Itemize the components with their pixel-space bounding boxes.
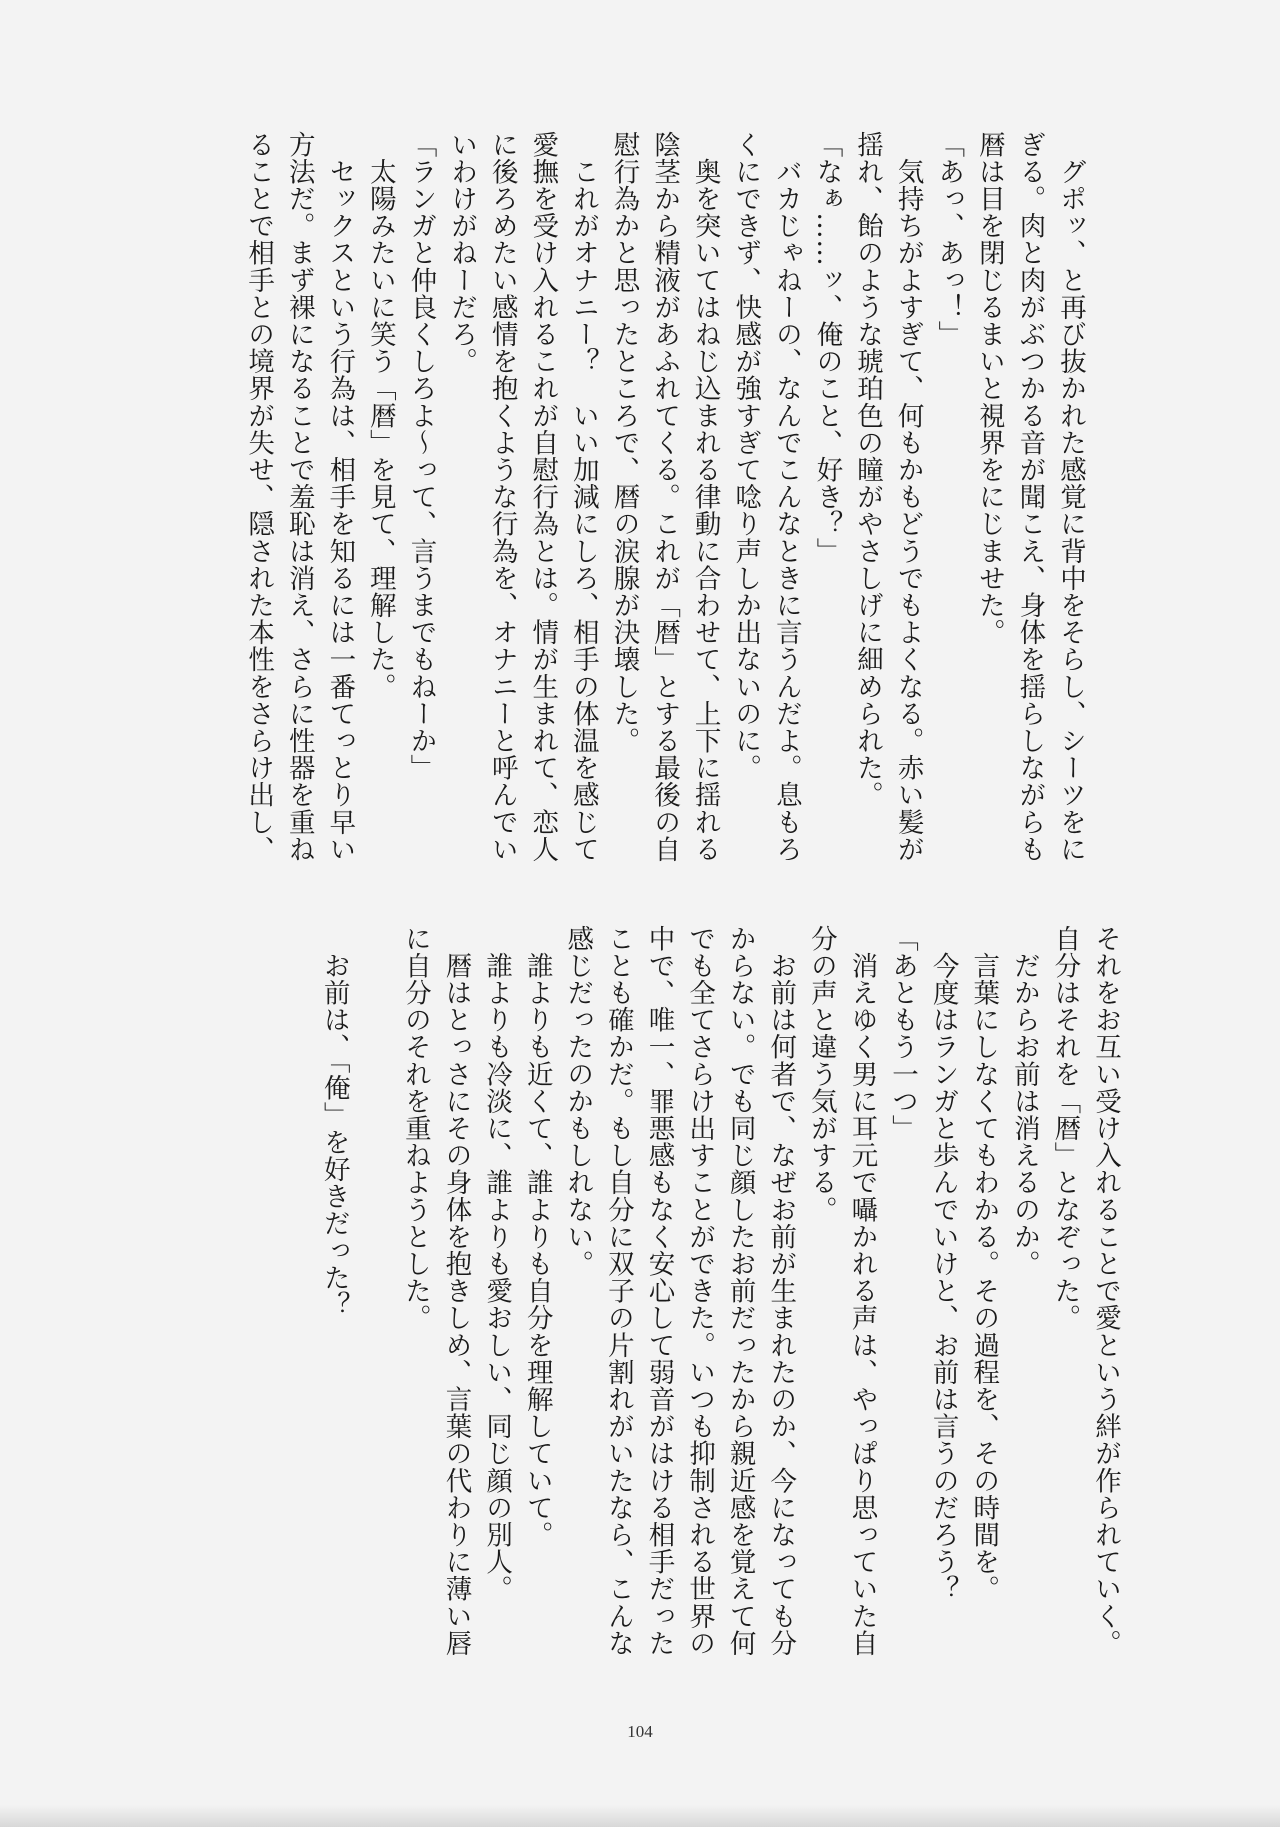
text-line: 暦はとっさにその身体を抱きしめ、言葉の代わりに薄い唇 [440, 925, 472, 1657]
text-line: 今度はランガと歩んでいけと、お前は言うのだろう？ [927, 925, 959, 1603]
text-line: 「あともう一つ」 [887, 925, 919, 1142]
text-line: 太陽みたいに笑う「暦」を見て、理解した。 [364, 131, 396, 701]
page-bottom-edge [0, 1805, 1280, 1827]
text-line: それをお互い受け入れることで愛という絆が作られていく。 [1090, 925, 1121, 1657]
page-number: 104 [627, 1722, 653, 1741]
text-line: ことも確かだ。もし自分に双子の片割れがいたなら、こんな [602, 925, 634, 1657]
text-line: グポッ、と再び抜かれた感覚に背中をそらし、シーツをに [1055, 131, 1086, 863]
text-line: バカじゃねーの、なんでこんなときに言うんだよ。息もろ [770, 131, 802, 863]
text-line: 陰茎から精液があふれてくる。これが「暦」とする最後の自 [649, 131, 681, 863]
text-line: 慰行為かと思ったところで、暦の涙腺が決壊した。 [608, 131, 640, 755]
text-line: 気持ちがよすぎて、何もかもどうでもよくなる。赤い髪が [892, 131, 924, 863]
text-line: 感じだったのかもしれない。 [562, 925, 594, 1278]
text-line: 誰よりも冷淡に、誰よりも愛おしい、同じ顔の別人。 [481, 925, 513, 1603]
text-line: 奥を突いてはねじ込まれる律動に合わせて、上下に揺れる [689, 131, 721, 863]
text-line: 「あっ、あっ！」 [933, 131, 965, 348]
text-line: 方法だ。まず裸になることで羞恥は消え、さらに性器を重ね [283, 131, 315, 863]
text-line: 分の声と違う気がする。 [805, 925, 837, 1224]
text-line: でも全てさらけ出すことができた。いつも抑制される世界の [684, 925, 716, 1657]
text-line: 揺れ、飴のような琥珀色の瞳がやさしげに細められた。 [852, 131, 884, 809]
text-line: 「なぁ……ッ、俺のこと、好き？」 [811, 131, 843, 565]
text-line: 中で、唯一、罪悪感もなく安心して弱音がはける相手だった [643, 925, 675, 1657]
text-line: に後ろめたい感情を抱くような行為を、オナニーと呼んでい [486, 131, 518, 863]
text-line: お前は、「俺」を好きだった？ [318, 925, 350, 1319]
text-line: 愛撫を受け入れるこれが自慰行為とは。情が生まれて、恋人 [527, 131, 559, 863]
text-line: ることで相手との境界が失せ、隠された本性をさらけ出し、 [243, 131, 275, 863]
text-line: セックスという行為は、相手を知るには一番てっとり早い [324, 131, 356, 863]
text-line: だからお前は消えるのか。 [1008, 925, 1040, 1278]
text-line [354, 925, 395, 1455]
text-line: くにできず、快感が強すぎて唸り声しか出ないのに。 [730, 131, 762, 782]
text-line: に自分のそれを重ねようとした。 [399, 925, 431, 1332]
text-line: 言葉にしなくてもわかる。その過程を、その時間を。 [968, 925, 1000, 1603]
text-line: からない。でも同じ顔したお前だったから親近感を覚えて何 [724, 925, 756, 1657]
text-line: 自分はそれを「暦」となぞった。 [1049, 925, 1081, 1332]
text-line: いわけがねーだろ。 [446, 131, 478, 375]
text-line: お前は何者で、なぜお前が生まれたのか、今になっても分 [765, 925, 797, 1657]
text-line: これがオナニー？ いい加減にしろ、相手の体温を感じて [567, 131, 599, 863]
text-line: 暦は目を閉じるまいと視界をにじませた。 [973, 131, 1005, 646]
text-line: 誰よりも近くて、誰よりも自分を理解していて。 [521, 925, 553, 1549]
text-block-upper [240, 131, 1090, 871]
text-line: ぎる。肉と肉がぶつかる音が聞こえ、身体を揺らしながらも [1014, 131, 1046, 863]
text-block-lower [280, 925, 1125, 1657]
text-line: 「ランガと仲良くしろよ〜って、言うまでもねーか」 [405, 131, 437, 782]
text-line: 消えゆく男に耳元で囁かれる声は、やっぱり思っていた自 [846, 925, 878, 1657]
